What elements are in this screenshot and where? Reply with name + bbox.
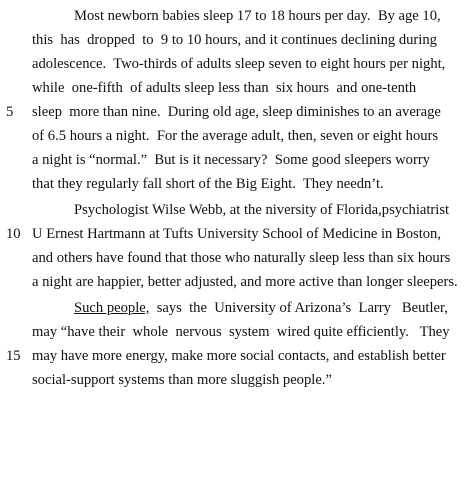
line-text xyxy=(32,124,438,148)
line-text-content: sleep more than nine. During old age, sleep diminishes to an average xyxy=(32,104,441,120)
line-text xyxy=(32,148,430,172)
text-line xyxy=(0,198,464,222)
line-text-content: Psychologist Wilse Webb, at the niversity of Florida,psychiatrist xyxy=(74,202,450,218)
line-text xyxy=(32,344,446,368)
line-text-content: of 6.5 hours a night. For the average adult, then, seven or eight hours xyxy=(32,128,439,144)
line-text-content: while one-fifth of adults sleep less than six hours and one-tenth xyxy=(32,80,417,96)
line-text-content: a night are happier, better adjusted, and more active than longer sleepers. xyxy=(32,274,458,290)
line-text xyxy=(32,52,445,76)
line-text xyxy=(32,76,416,100)
line-number: 5 xyxy=(6,104,14,120)
line-text xyxy=(32,222,441,246)
text-line xyxy=(0,368,464,392)
line-text xyxy=(74,198,449,222)
text-line xyxy=(0,148,464,172)
line-text-content: may have more energy, make more social contacts, and establish better xyxy=(32,348,446,364)
text-line xyxy=(0,246,464,270)
line-text xyxy=(32,368,332,392)
line-text-content: a night is “normal.” But is it necessary? Some good sleepers worry xyxy=(32,152,430,168)
text-line xyxy=(0,52,464,76)
line-number: 10 xyxy=(6,226,21,242)
line-text xyxy=(32,28,437,52)
text-line xyxy=(0,296,464,320)
text-line xyxy=(0,270,464,294)
line-text xyxy=(32,172,384,196)
line-text xyxy=(32,270,458,294)
line-text-content: says the University of Arizona’s Larry Beutler, xyxy=(149,300,448,316)
line-text-content: that they regularly fall short of the Big Eight. They needn’t. xyxy=(32,176,384,192)
line-text xyxy=(32,320,450,344)
text-line xyxy=(0,222,464,246)
line-text-content: may “have their whole nervous system wired quite efficiently. They xyxy=(32,324,450,340)
line-text xyxy=(32,246,450,270)
line-text xyxy=(74,296,448,320)
text-line xyxy=(0,100,464,124)
line-text-content: Most newborn babies sleep 17 to 18 hours per day. By age 10, xyxy=(74,8,441,24)
underlined-phrase: Such people, xyxy=(74,300,150,316)
text-line xyxy=(0,124,464,148)
line-text xyxy=(32,100,441,124)
text-line xyxy=(0,28,464,52)
line-text-content: social-support systems than more sluggish people.” xyxy=(32,372,332,388)
line-text xyxy=(74,4,441,28)
text-line xyxy=(0,4,464,28)
text-line xyxy=(0,320,464,344)
text-line xyxy=(0,344,464,368)
line-text-content: this has dropped to 9 to 10 hours, and it continues declining during xyxy=(32,32,437,48)
text-line xyxy=(0,172,464,196)
line-text-content: adolescence. Two-thirds of adults sleep seven to eight hours per night, xyxy=(32,56,446,72)
line-text-content: U Ernest Hartmann at Tufts University School of Medicine in Boston, xyxy=(32,226,441,242)
text-line xyxy=(0,76,464,100)
line-number: 15 xyxy=(6,348,21,364)
line-text-content: and others have found that those who naturally sleep less than six hours xyxy=(32,250,451,266)
